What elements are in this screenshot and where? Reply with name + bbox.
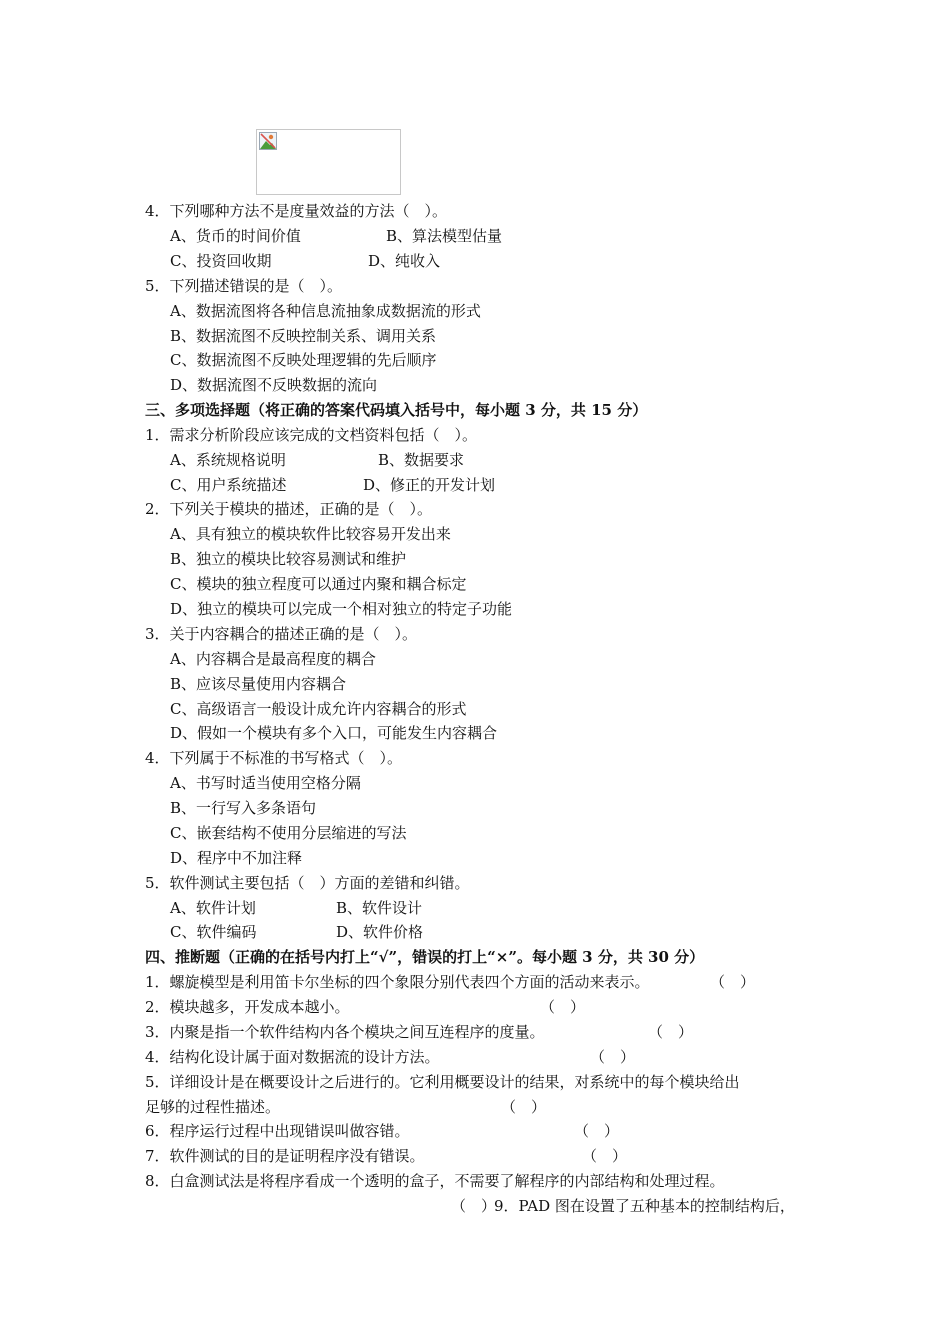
answer-bracket: （ ） xyxy=(710,973,756,991)
answer-bracket: （ ） xyxy=(648,1023,694,1041)
option: A、数据流图将各种信息流抽象成数据流的形式 xyxy=(170,302,481,320)
broken-image-icon xyxy=(259,132,277,150)
option: D、修正的开发计划 xyxy=(363,476,496,494)
question-stem: 4．下列属于不标准的书写格式（ ）。 xyxy=(145,749,403,767)
answer-bracket: （ ） xyxy=(582,1147,628,1165)
judgment-item: 5．详细设计是在概要设计之后进行的。它利用概要设计的结果，对系统中的每个模块给出 xyxy=(145,1073,740,1091)
question-stem: 1．需求分析阶段应该完成的文档资料包括（ ）。 xyxy=(145,426,478,444)
judgment-item: 9．PAD 图在设置了五种基本的控制结构后， xyxy=(494,1197,795,1215)
option: C、数据流图不反映处理逻辑的先后顺序 xyxy=(170,351,437,369)
option: C、投资回收期 xyxy=(170,252,272,270)
option: C、高级语言一般设计成允许内容耦合的形式 xyxy=(170,700,467,718)
option: B、一行写入多条语句 xyxy=(170,799,317,817)
option: B、数据要求 xyxy=(378,451,465,469)
option: A、内容耦合是最高程度的耦合 xyxy=(170,650,376,668)
option: B、数据流图不反映控制关系、调用关系 xyxy=(170,327,437,345)
option: D、假如一个模块有多个入口，可能发生内容耦合 xyxy=(170,724,498,742)
judgment-item: 4．结构化设计属于面对数据流的设计方法。 xyxy=(145,1048,440,1066)
answer-bracket: （ ） xyxy=(501,1098,547,1116)
option: D、程序中不加注释 xyxy=(170,849,303,867)
answer-bracket: （ ） xyxy=(590,1048,636,1066)
option: D、纯收入 xyxy=(368,252,441,270)
option: B、软件设计 xyxy=(336,899,423,917)
option: A、软件计划 xyxy=(170,899,256,917)
section-heading: 四、推断题（正确的在括号内打上“√”，错误的打上“×”。每小题 3 分，共 30 分） xyxy=(145,948,705,966)
judgment-item: 7．软件测试的目的是证明程序没有错误。 xyxy=(145,1147,425,1165)
question-stem: 5．下列描述错误的是（ ）。 xyxy=(145,277,343,295)
option: C、嵌套结构不使用分层缩进的写法 xyxy=(170,824,407,842)
option: A、货币的时间价值 xyxy=(170,227,301,245)
option: A、具有独立的模块软件比较容易开发出来 xyxy=(170,525,451,543)
option: C、用户系统描述 xyxy=(170,476,287,494)
option: C、软件编码 xyxy=(170,923,257,941)
judgment-item: 8．白盒测试法是将程序看成一个透明的盒子，不需要了解程序的内部结构和处理过程。 xyxy=(145,1172,725,1190)
question-stem: 5．软件测试主要包括（ ）方面的差错和纠错。 xyxy=(145,874,470,892)
option: B、独立的模块比较容易测试和维护 xyxy=(170,550,407,568)
option: B、应该尽量使用内容耦合 xyxy=(170,675,347,693)
question-stem: 2．下列关于模块的描述，正确的是（ ）。 xyxy=(145,500,433,518)
option: D、独立的模块可以完成一个相对独立的特定子功能 xyxy=(170,600,513,618)
option: B、算法模型估量 xyxy=(386,227,503,245)
judgment-item: 2．模块越多，开发成本越小。 xyxy=(145,998,350,1016)
image-placeholder xyxy=(256,129,401,195)
judgment-item-continued: 足够的过程性描述。 xyxy=(145,1098,281,1116)
judgment-item: 3．内聚是指一个软件结构内各个模块之间互连程序的度量。 xyxy=(145,1023,545,1041)
answer-bracket: （ ） xyxy=(540,998,586,1016)
judgment-item: 6．程序运行过程中出现错误叫做容错。 xyxy=(145,1122,410,1140)
option: D、数据流图不反映数据的流向 xyxy=(170,376,378,394)
question-stem: 4．下列哪种方法不是度量效益的方法（ ）。 xyxy=(145,202,448,220)
answer-bracket: （ ） xyxy=(451,1197,497,1215)
judgment-item: 1．螺旋模型是利用笛卡尔坐标的四个象限分别代表四个方面的活动来表示。 xyxy=(145,973,650,991)
question-stem: 3．关于内容耦合的描述正确的是（ ）。 xyxy=(145,625,418,643)
option: A、系统规格说明 xyxy=(170,451,286,469)
option: A、书写时适当使用空格分隔 xyxy=(170,774,361,792)
section-heading: 三、多项选择题（将正确的答案代码填入括号中，每小题 3 分，共 15 分） xyxy=(145,401,648,419)
answer-bracket: （ ） xyxy=(574,1122,620,1140)
option: D、软件价格 xyxy=(336,923,424,941)
option: C、模块的独立程度可以通过内聚和耦合标定 xyxy=(170,575,467,593)
